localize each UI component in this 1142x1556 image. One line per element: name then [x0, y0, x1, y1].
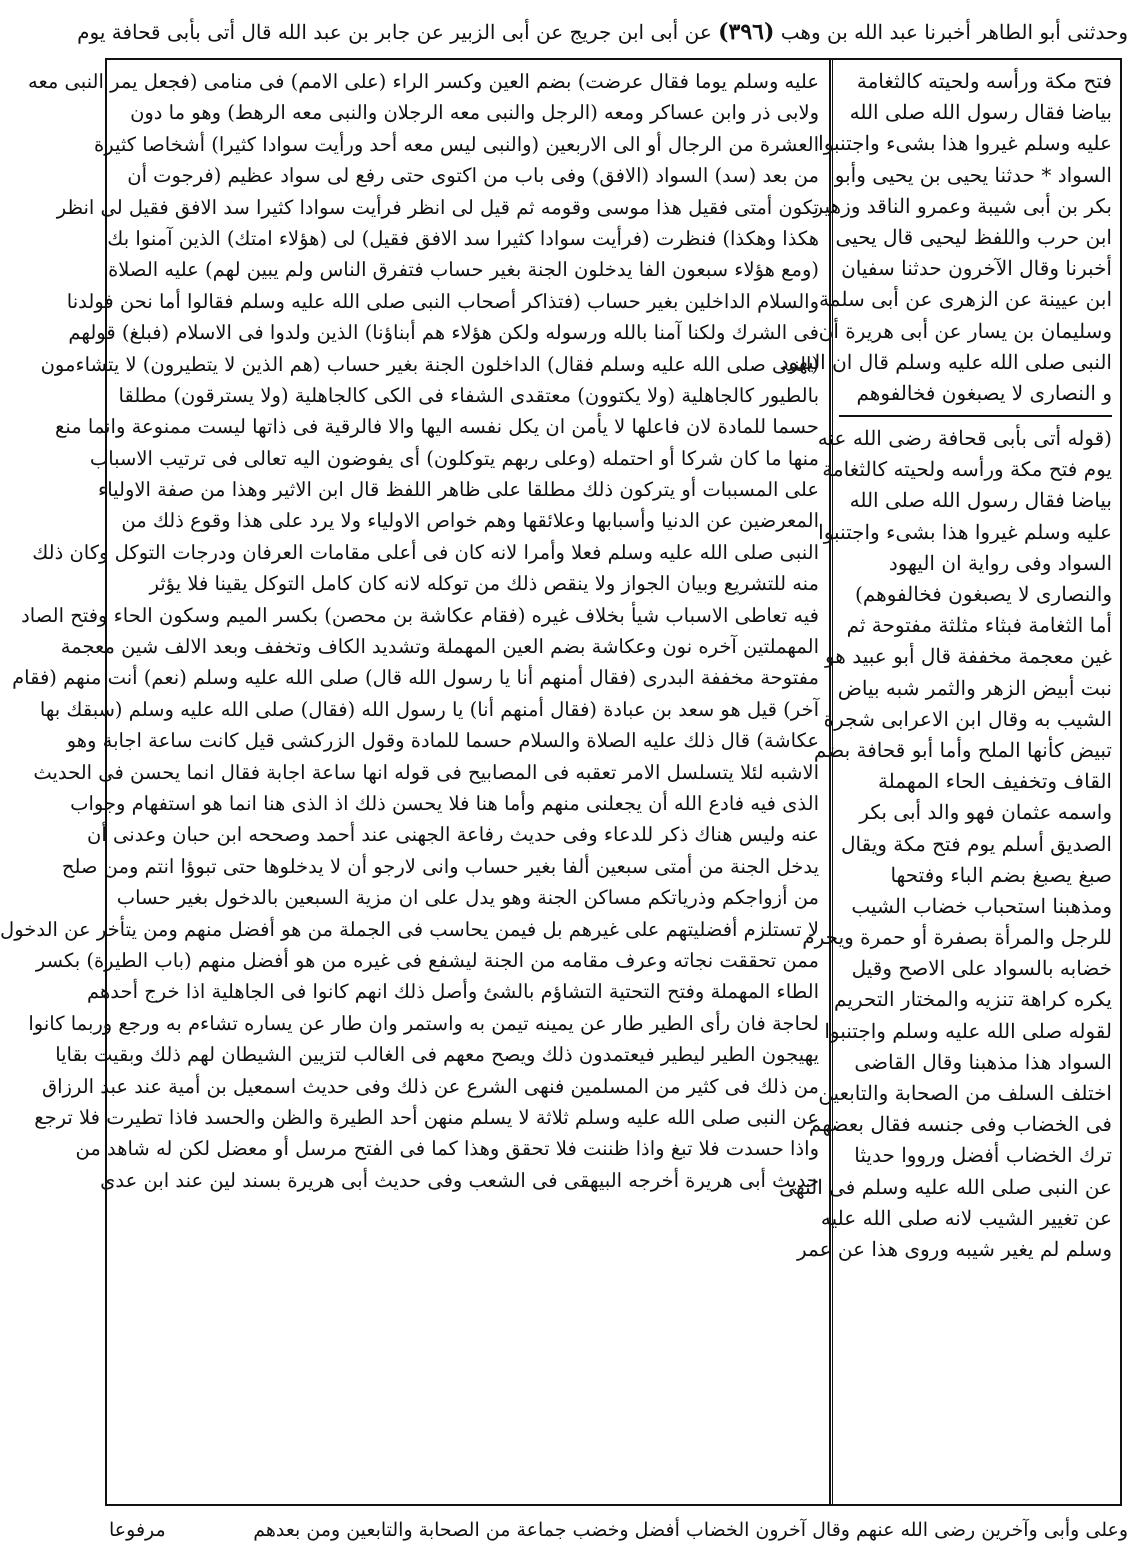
header-text-before-number: وحدثنى أبو الطاهر أخبرنا عبد الله بن وهب: [780, 20, 1128, 44]
main-commentary-column: [0, 60, 830, 1504]
side-commentary-line: يوم فتح مكة ورأسه ولحيته كالثغامة: [822, 457, 1112, 482]
side-commentary-line: الصديق أسلم يوم فتح مكة ويقال: [840, 831, 1112, 856]
side-commentary-line: عن النبى صلى الله عليه وسلم فى النهى: [779, 1174, 1112, 1199]
main-commentary-line: من ذلك فى كثير من المسلمين فنهى الشرع عن ذلك وفى حديث اسمعيل بن أمية عند عبد الرزاق: [41, 1074, 819, 1098]
side-commentary-line: (قوله أتى بأبى قحافة رضى الله عنه: [817, 426, 1112, 451]
main-commentary-line: مفتوحة مخففة البدرى (فقال أمنهم أنا يا رسول الله قال) صلى الله عليه وسلم (نعم) أنت منهم (فقام: [12, 666, 819, 690]
main-commentary-line: على المسببات أو يتركون ذلك مطلقا على ظاهر اللفظ قال ابن الاثير وهذا من صفة الاولياء: [98, 478, 819, 502]
side-commentary-line: والنصارى لا يصبغون فخالفوهم): [855, 582, 1112, 606]
main-commentary-line: عليه وسلم يوما فقال عرضت) بضم العين وكسر الراء (على الامم) فى منامى (فجعل يمر النبى معه: [28, 70, 819, 93]
side-commentary-line: عن تغيير الشيب لانه صلى الله عليه: [820, 1205, 1112, 1230]
side-commentary-line: غين معجمة مخففة قال أبو عبيد هو: [824, 644, 1112, 669]
main-commentary-line: فى الشرك ولكنا آمنا بالله ورسوله ولكن هؤلاء هم أبناؤنا) الذين ولدوا فى الاسلام (فبلغ) قولهم: [68, 321, 819, 345]
header-text-after-number: عن أبى ابن جريج عن أبى الزبير عن جابر بن عبد الله قال أتى بأبى قحافة يوم: [77, 20, 712, 44]
page-number: (٣٩٦): [718, 19, 775, 45]
side-hadith-line: ابن حرب واللفظ ليحيى قال يحيى: [835, 224, 1112, 249]
main-commentary-line: حسما للمادة لان فاعلها لا يأمن ان يكل نفسه اليها والا فالرقية فى ذاتها ليست ممنوعة وانما منع: [54, 415, 819, 439]
page-header: [77, 10, 1128, 54]
side-divider: [839, 415, 1112, 417]
main-commentary-line: يهيجون الطير ليطير فيعتمدون ذلك ويصح معهم فى الغالب لتزيين الشيطان لهم ذلك وبقيت بقايا: [55, 1043, 819, 1067]
side-commentary-line: السواد هذا مذهبنا وقال القاضى: [854, 1049, 1112, 1074]
side-commentary-line: عليه وسلم غيروا هذا بشىء واجتنبوا: [818, 519, 1112, 544]
main-commentary-line: من بعد (سد) السواد (الافق) وفى باب من اكتوى حتى رفع لى سواد عظيم (فرجوت أن: [127, 164, 819, 188]
main-commentary-line: ولابى ذر وابن عساكر ومعه (الرجل والنبى معه الرجلان والنبى معه الرهط) وهو ما دون: [130, 101, 819, 125]
main-commentary-line: عنه وليس هناك ذكر للدعاء وفى حديث رفاعة الجهنى عند أحمد وصححه ابن حبان وعدنى أن: [87, 823, 819, 847]
side-commentary-line: فى الخضاب وفى جنسه فقال بعضهم: [808, 1112, 1112, 1137]
main-commentary-line: فيه تعاطى الاسباب شيأ بخلاف غيره (فقام عكاشة بن محصن) بكسر الميم وسكون الحاء وفتح الصاد: [21, 603, 819, 627]
side-hadith-line: بكر بن أبى شيبة وعمرو الناقد وزهير: [813, 193, 1112, 218]
side-hadith-line: السواد * حدثنا يحيى بن يحيى وأبو: [834, 162, 1112, 187]
main-commentary-line: واذا حسدت فلا تبغ واذا ظننت فلا تحقق وهذا كما فى الفتح مرسل أو معضل لكن له شاهد من: [75, 1137, 819, 1161]
side-hadith-line: ابن عيينة عن الزهرى عن أبى سلمة: [819, 287, 1112, 312]
main-commentary-line: النبى صلى الله عليه وسلم فعلا وأمرا لانه كان فى أعلى مقامات العرفان ودرجات التوكل وكان ذلك: [32, 540, 819, 564]
side-commentary-line: خضابه بالسواد على الاصح وقيل: [851, 956, 1112, 981]
main-commentary-line: الطاء المهملة وفتح التحتية التشاؤم بالشئ وأصل ذلك انهم كانوا فى الجاهلية اذا خرج أحدهم: [87, 980, 819, 1004]
main-commentary-line: حديث أبى هريرة أخرجه البيهقى فى الشعب وفى حديث أبى هريرة بسند لين عند ابن عدى: [100, 1168, 819, 1192]
main-commentary-line: من أزواجكم وذرياتكم مساكن الجنة وهو يدل على ان مزية السبعين بالدخول بغير حساب: [116, 886, 819, 910]
main-commentary-line: الاشبه لئلا يتسلسل الامر تعقبه فى المصابيح فى قوله انها ساعة اجابة فقال انما يحسن فى الحديث: [33, 760, 819, 784]
main-commentary-line: آخر) قيل هو سعد بن عبادة (فقال أمنهم أنا) يا رسول الله (فقال) صلى الله عليه وسلم (سبقك بها: [39, 697, 819, 721]
side-commentary-line: نبت أبيض الزهر والثمر شبه بياض: [837, 675, 1112, 700]
page-frame: [0, 58, 1122, 1506]
side-hadith-line: بياضا فقال رسول الله صلى الله: [849, 100, 1112, 125]
side-commentary-line: القاف وتخفيف الحاء المهملة: [877, 769, 1112, 794]
side-commentary-line: تبيض كأنها الملح وأما أبو قحافة بضم: [813, 737, 1112, 762]
main-commentary-line: عكاشة) قال ذلك عليه الصلاة والسلام حسما للمادة وقول الزركشى قيل كانت ساعة اجابة وهو: [66, 729, 819, 753]
side-column: [779, 60, 1120, 1504]
side-commentary-line: بياضا فقال رسول الله صلى الله: [849, 488, 1112, 513]
main-commentary-line: لحاجة فان رأى الطير طار عن يمينه تيمن به واستمر وان طار عن يساره تشاءم به ورجع وربما كانوا: [28, 1011, 819, 1035]
main-commentary-line: تكون أمتى فقيل هذا موسى وقومه ثم قيل لى انظر فرأيت سوادا كثيرا سد الافق فقيل لى انظر: [56, 195, 819, 219]
main-commentary-line: هكذا وهكذا) فنظرت (فرأيت سوادا كثيرا سد الافق فقيل) لى (هؤلاء امتك) الذين آمنوا بك: [107, 226, 819, 250]
main-commentary-line: منه للتشريع وبيان الجواز ولا ينقص ذلك من توكله لانه كان كامل التوكل يقينا فلا يؤثر: [149, 572, 819, 596]
side-commentary-line: السواد وفى رواية ان اليهود: [888, 550, 1112, 575]
main-commentary-line: الذى فيه فادع الله أن يجعلنى منهم وأما هنا فلا يحسن ذلك اذ الذى هنا انما هو استفهام وجواب: [70, 791, 819, 815]
main-commentary-line: منها ما كان شركا أو احتمله (وعلى ربهم يتوكلون) أى يفوضون اليه تعالى فى ترتيب الاسباب: [89, 446, 819, 470]
main-commentary-line: لا تستلزم أفضليتهم على غيرهم بل فيمن يحاسب فى الجملة من هو أفضل منهم ومن يتأخر عن الدخول: [0, 917, 819, 941]
side-hadith-line: وسليمان بن يسار عن أبى هريرة أن: [818, 318, 1112, 343]
main-commentary-line: العشرة من الرجال أو الى الاربعين (والنبى ليس معه أحد ورأيت سوادا كثيرا) أشخاصا كثيرة: [94, 132, 819, 156]
side-commentary-line: ومذهبنا استحباب خضاب الشيب: [851, 893, 1112, 918]
side-hadith-line: أخبرنا وقال الآخرون حدثنا سفيان: [841, 256, 1112, 281]
side-hadith-line: و النصارى لا يصبغون فخالفوهم: [856, 380, 1112, 405]
side-commentary-line: واسمه عثمان فهو والد أبى بكر: [859, 800, 1112, 825]
side-hadith-line: عليه وسلم غيروا هذا بشىء واجتنبوا: [818, 131, 1112, 156]
side-commentary-line: صبغ يصبغ بضم الباء وفتحها: [890, 862, 1112, 887]
footer-line: وعلى وأبى وآخرين رضى الله عنهم وقال آخرون الخضاب أفضل وخضب جماعة من الصحابة والتابعين ومن بعدهم: [253, 1519, 1128, 1541]
side-hadith-line: فتح مكة ورأسه ولحيته كالثغامة: [856, 69, 1112, 93]
catchword: مرفوعا: [109, 1519, 166, 1541]
side-commentary-line: ترك الخضاب أفضل ورووا حديثا: [854, 1143, 1112, 1168]
side-commentary-line: اختلف السلف من الصحابة والتابعين: [818, 1081, 1112, 1105]
main-commentary-line: المهملتين آخره نون وعكاشة بضم العين المهملة وتشديد الكاف وتخفف وبعد الالف شين معجمة: [60, 635, 819, 659]
side-commentary-line: لقوله صلى الله عليه وسلم واجتنبوا: [824, 1018, 1112, 1043]
main-commentary-line: بالطيور كالجاهلية (ولا يكتوون) معتقدى الشفاء فى الكى كالجاهلية (ولا يسترقون) مطلقا: [118, 383, 819, 407]
main-commentary-line: عن النبى صلى الله عليه وسلم ثلاثة لا يسلم منهن أحد الطيرة والظن والحسد فاذا تطيرت فلا ترجع: [34, 1105, 819, 1129]
side-hadith-block: [779, 66, 1112, 409]
main-commentary-line: يدخل الجنة من أمتى سبعين ألفا بغير حساب وانى لارجو أن لا يدخلوها حتى تبوؤا انتم ومن صلح: [61, 854, 819, 878]
main-commentary-line: (النبى صلى الله عليه وسلم فقال) الداخلون الجنة بغير حساب (هم الذين لا يتطيرون) لا يتشاءمون: [40, 352, 819, 376]
side-commentary-line: الشيب به وقال ابن الاعرابى شجرة: [823, 706, 1112, 731]
side-hadith-line: النبى صلى الله عليه وسلم قال ان اليهود: [779, 349, 1112, 374]
side-commentary-line: للرجل والمرأة بصفرة أو حمرة ويحرم: [802, 925, 1112, 950]
side-commentary-line: وسلم لم يغير شيبه وروى هذا عن عمر: [796, 1236, 1112, 1261]
side-commentary-line: أما الثغامة فبثاء مثلثة مفتوحة ثم: [846, 613, 1112, 638]
main-commentary-line: ممن تحققت نجاته وعرف مقامه من الجنة ليشفع فى غيره من هو أفضل منهم (باب الطيرة) بكسر: [35, 948, 819, 972]
main-commentary-line: المعرضين عن الدنيا وأسبابها وعلائقها وهم خواص الاولياء ولا يرد على هذا وقوع ذلك من: [121, 509, 819, 533]
side-commentary-block: [779, 423, 1112, 1265]
side-commentary-line: يكره كراهة تنزيه والمختار التحريم: [834, 987, 1112, 1012]
main-commentary-line: (ومع هؤلاء سبعون الفا يدخلون الجنة بغير حساب فتفرق الناس ولم يبين لهم) عليه الصلاة: [108, 258, 819, 282]
main-commentary-line: والسلام الداخلين بغير حساب (فتذاكر أصحاب النبى صلى الله عليه وسلم فقالوا أما نحن فولدنا: [66, 289, 819, 313]
